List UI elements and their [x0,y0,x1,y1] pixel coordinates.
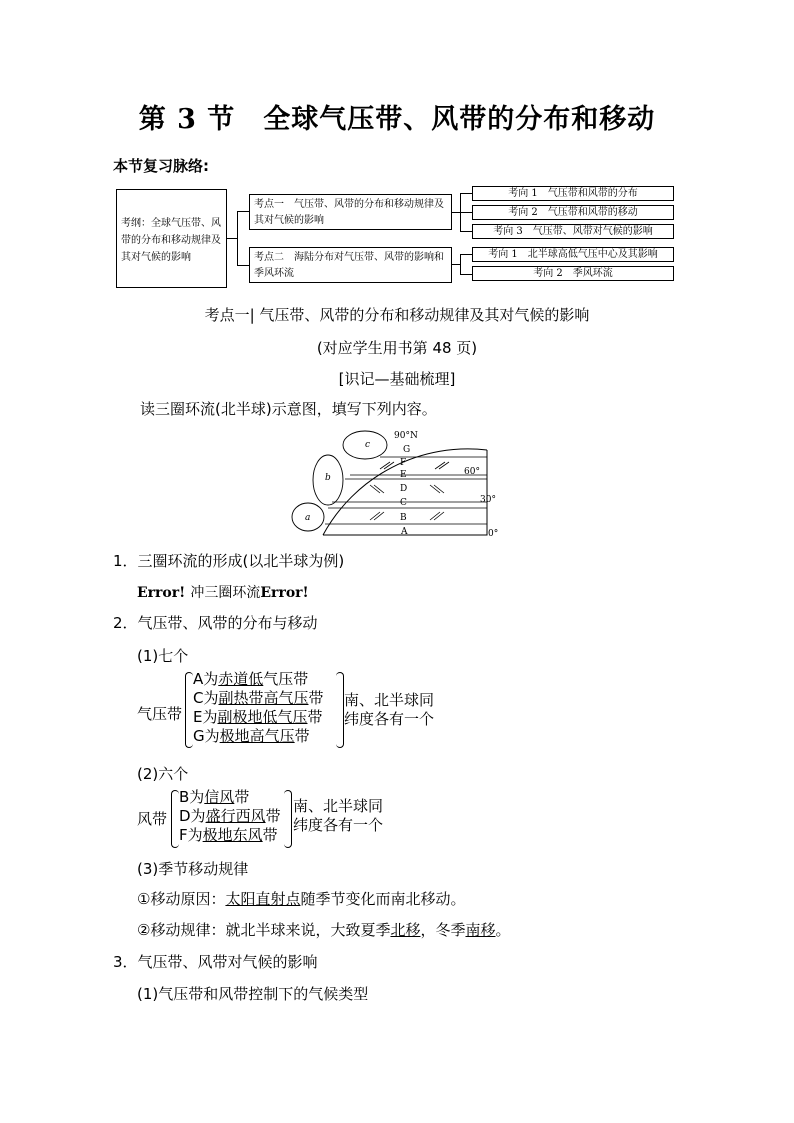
zone-label-g: G [403,445,411,455]
zone-label-a: A [401,527,408,537]
outline-point-1: 考点一 气压带、风带的分布和移动规律及其对气候的影响 [249,194,452,230]
zone-label-d: D [400,484,408,494]
circle-label-b: b [325,473,331,483]
review-label: 本节复习脉络: [113,157,209,175]
page-ref: (对应学生用书第 48 页) [316,339,478,357]
zone-label-b: B [400,513,407,523]
pressure-row: A为赤道低气压带 [193,670,309,688]
wind-row: B为信风带 [179,788,250,806]
pressure-row: C为副热带高气压带 [193,689,324,707]
outline-point-2: 考点二 海陆分布对气压带、风带的影响和季风环流 [249,247,452,283]
three-cell-circulation-diagram [290,425,510,543]
item-2-2: (2)六个 [137,765,189,783]
outline-p1-item-3: 考向 3 气压带、风带对气候的影响 [472,224,674,239]
lat-label-60: 60° [464,467,480,477]
zone-label-e: E [400,470,407,480]
move-reason: ①移动原因：太阳直射点随季节变化而南北移动。 [137,890,466,908]
item-3-1: (1)气压带和风带控制下的气候类型 [137,985,369,1003]
item-2: 2．气压带、风带的分布与移动 [113,614,318,632]
wind-rows [179,788,281,845]
sub-label: [识记—基础梳理] [338,370,456,388]
item-3: 3．气压带、风带对气候的影响 [113,953,318,971]
outline-root: 考纲：全球气压带、风带的分布和移动规律及其对气候的影响 [116,189,227,288]
outline-p1-item-2: 考向 2 气压带和风带的移动 [472,205,674,220]
zone-label-c: C [400,498,407,508]
lat-label-0: 0° [488,529,499,539]
error-line: Error! 冲三圈环流Error! [137,585,309,601]
outline-p1-item-1: 考向 1 气压带和风带的分布 [472,186,674,201]
outline-p2-item-2: 考向 2 季风环流 [472,266,674,281]
outline-p2-item-1: 考向 1 北半球高低气压中心及其影响 [472,247,674,262]
move-rule: ②移动规律：就北半球来说，大致夏季北移，冬季南移。 [137,921,511,939]
pressure-row: G为极地高气压带 [193,727,310,745]
lat-label-30: 30° [480,495,496,505]
instruction: 读三圈环流(北半球)示意图，填写下列内容。 [140,400,437,418]
wind-label: 风带 [137,810,168,828]
page-title: 第 3 节 全球气压带、风带的分布和移动 [138,104,656,135]
pressure-row: E为副极地低气压带 [193,708,323,726]
wind-row: D为盛行西风带 [179,807,281,825]
pressure-label: 气压带 [137,705,183,723]
lat-label-90: 90°N [394,431,418,441]
pressure-rows [193,670,324,746]
circle-label-c: c [365,440,371,450]
wind-note: 南、北半球同 纬度各有一个 [293,797,384,834]
pressure-note: 南、北半球同 纬度各有一个 [344,691,435,728]
section-title: 考点一| 气压带、风带的分布和移动规律及其对气候的影响 [204,306,590,324]
wind-row: F为极地东风带 [179,826,278,844]
item-2-1: (1)七个 [137,647,189,665]
item-2-3: (3)季节移动规律 [137,860,249,878]
zone-label-f: F [400,458,407,468]
circle-label-a: a [305,513,311,523]
item-1: 1．三圈环流的形成(以北半球为例) [113,552,345,570]
